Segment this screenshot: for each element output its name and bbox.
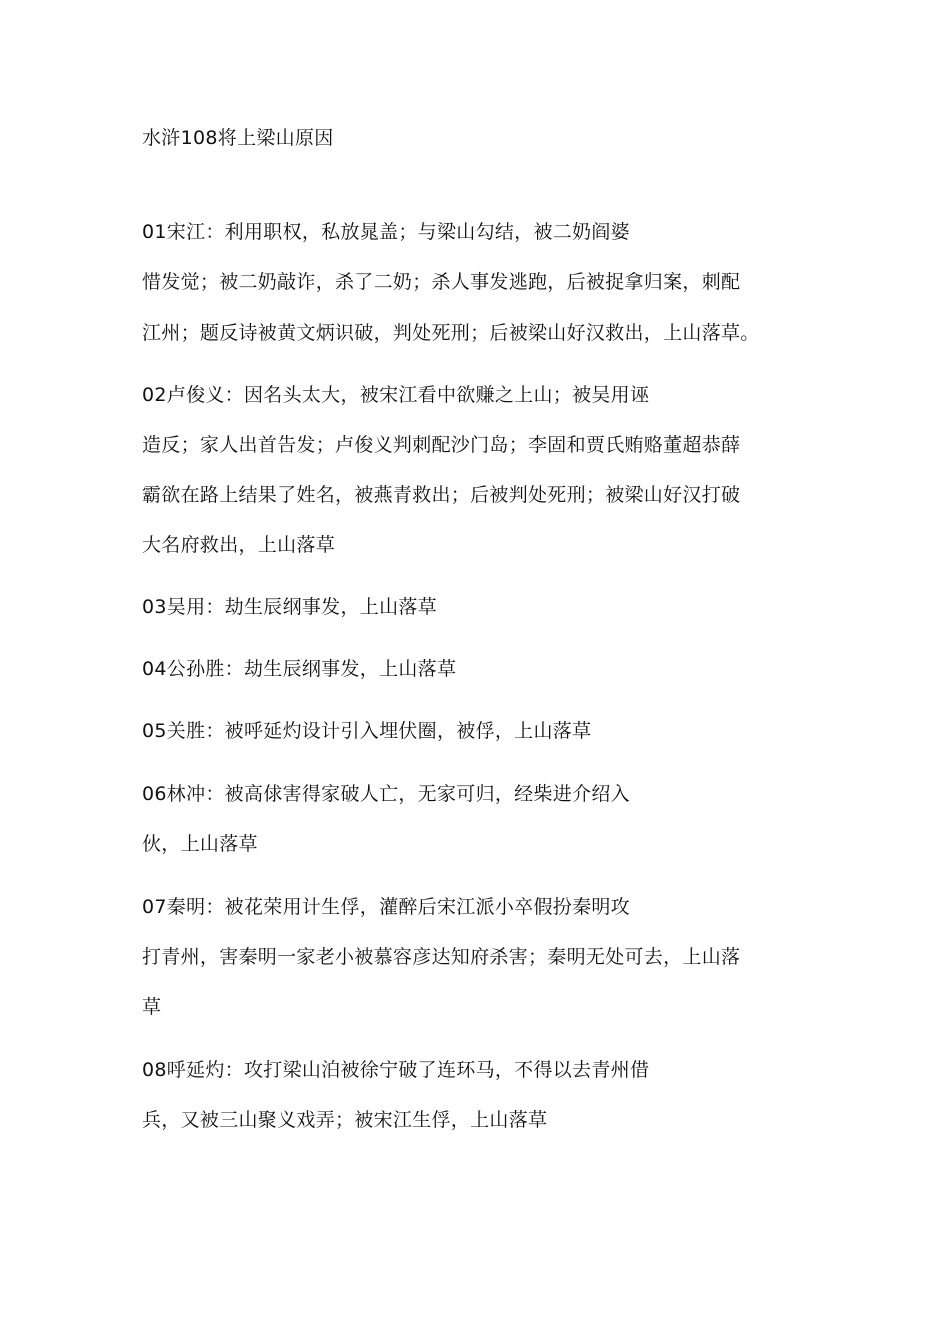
text-line-01b: 惜发觉；被二奶敲诈，杀了二奶；杀人事发逃跑，后被捉拿归案，刺配 xyxy=(142,271,741,293)
text-line-06b: 伙，上山落草 xyxy=(142,833,258,855)
text-line-06a: 06林冲：被高俅害得家破人亡，无家可归，经柴进介绍入 xyxy=(142,783,630,805)
text-line-08a: 08呼延灼：攻打梁山泊被徐宁破了连环马，不得以去青州借 xyxy=(142,1059,650,1081)
text-line-02c: 霸欲在路上结果了姓名，被燕青救出；后被判处死刑；被梁山好汉打破 xyxy=(142,484,741,506)
text-line-01a: 01宋江：利用职权，私放晁盖；与梁山勾结，被二奶阎婆 xyxy=(142,221,630,243)
text-line-07a: 07秦明：被花荣用计生俘，灌醉后宋江派小卒假扮秦明攻 xyxy=(142,896,630,918)
text-line-07b: 打青州，害秦明一家老小被慕容彦达知府杀害；秦明无处可去，上山落 xyxy=(142,946,741,968)
text-line-04: 04公孙胜：劫生辰纲事发，上山落草 xyxy=(142,658,457,680)
text-line-03: 03吴用：劫生辰纲事发，上山落草 xyxy=(142,596,437,618)
text-line-07c: 草 xyxy=(142,996,162,1018)
text-line-01c: 江州；题反诗被黄文炳识破，判处死刑；后被梁山好汉救出，上山落草。 xyxy=(142,322,760,344)
text-line-02b: 造反；家人出首告发；卢俊义判刺配沙门岛；李固和贾氏贿赂董超恭薛 xyxy=(142,434,741,456)
document-title: 水浒108将上梁山原因 xyxy=(142,127,334,149)
text-line-08b: 兵，又被三山聚义戏弄；被宋江生俘，上山落草 xyxy=(142,1109,548,1131)
text-line-02d: 大名府救出，上山落草 xyxy=(142,534,336,556)
text-line-05: 05关胜：被呼延灼设计引入埋伏圈，被俘，上山落草 xyxy=(142,720,592,742)
text-line-02a: 02卢俊义：因名头太大，被宋江看中欲赚之上山；被吴用诬 xyxy=(142,384,650,406)
